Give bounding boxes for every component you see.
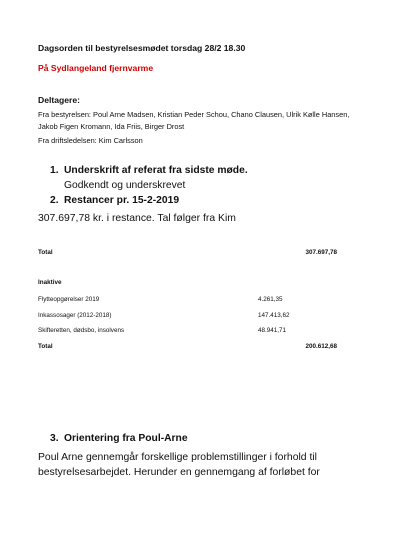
- document-subtitle: På Sydlangeland fjernvarme: [38, 63, 154, 73]
- agenda-item-number: 2.: [50, 195, 59, 206]
- participants-management: Fra driftsledelsen: Kim Carlsson: [38, 136, 143, 145]
- agenda-item-number: 3.: [50, 433, 59, 444]
- document-title: Dagsorden til bestyrelsesmødet torsdag 28/2 18.30: [38, 43, 246, 53]
- inactive-total-value: 200.612,68: [305, 343, 337, 350]
- table-row-label: Skifteretten, dødsbo, insolvens: [38, 327, 125, 334]
- total-value: 307.697,78: [305, 249, 337, 256]
- agenda-item-number: 1.: [50, 165, 59, 176]
- agenda-item-3-text: Poul Arne gennemgår forskellige problemstillinger i forhold til bestyrelsesarbejdet. Herunder en gennemgang af forløbet for: [38, 452, 320, 478]
- agenda-item-label: Restancer pr. 15-2-2019: [64, 195, 180, 206]
- agenda-item-2-note: 307.697,78 kr. i restance. Tal følger fra Kim: [38, 213, 236, 224]
- agenda-item-label: Orientering fra Poul-Arne: [64, 433, 188, 444]
- table-row-value: 48.941,71: [258, 327, 287, 334]
- table-row-value: 4.261,35: [258, 296, 283, 303]
- table-row-label: Flytteopgørelser 2019: [38, 296, 100, 303]
- participants-board: Fra bestyrelsen: Poul Arne Madsen, Kristian Peder Schou, Chano Clausen, Ulrik Kølle Hansen, Jakob Figen Kromann, Ida Friis, Birger Drost: [38, 110, 350, 131]
- participants-heading: Deltagere:: [38, 95, 81, 105]
- agenda-item-1: [50, 165, 370, 179]
- agenda-item-label: Underskrift af referat fra sidste møde.: [64, 165, 248, 176]
- inactive-total-label: Total: [38, 343, 53, 350]
- agenda-item-3: [50, 433, 370, 447]
- inactive-heading: Inaktive: [38, 279, 62, 286]
- table-row-value: 147.413,62: [258, 312, 290, 319]
- agenda-item-2: [50, 195, 370, 209]
- table-row-label: Inkassosager (2012-2018): [38, 312, 112, 319]
- agenda-item-1-note: Godkendt og underskrevet: [64, 180, 186, 191]
- total-label: Total: [38, 249, 53, 256]
